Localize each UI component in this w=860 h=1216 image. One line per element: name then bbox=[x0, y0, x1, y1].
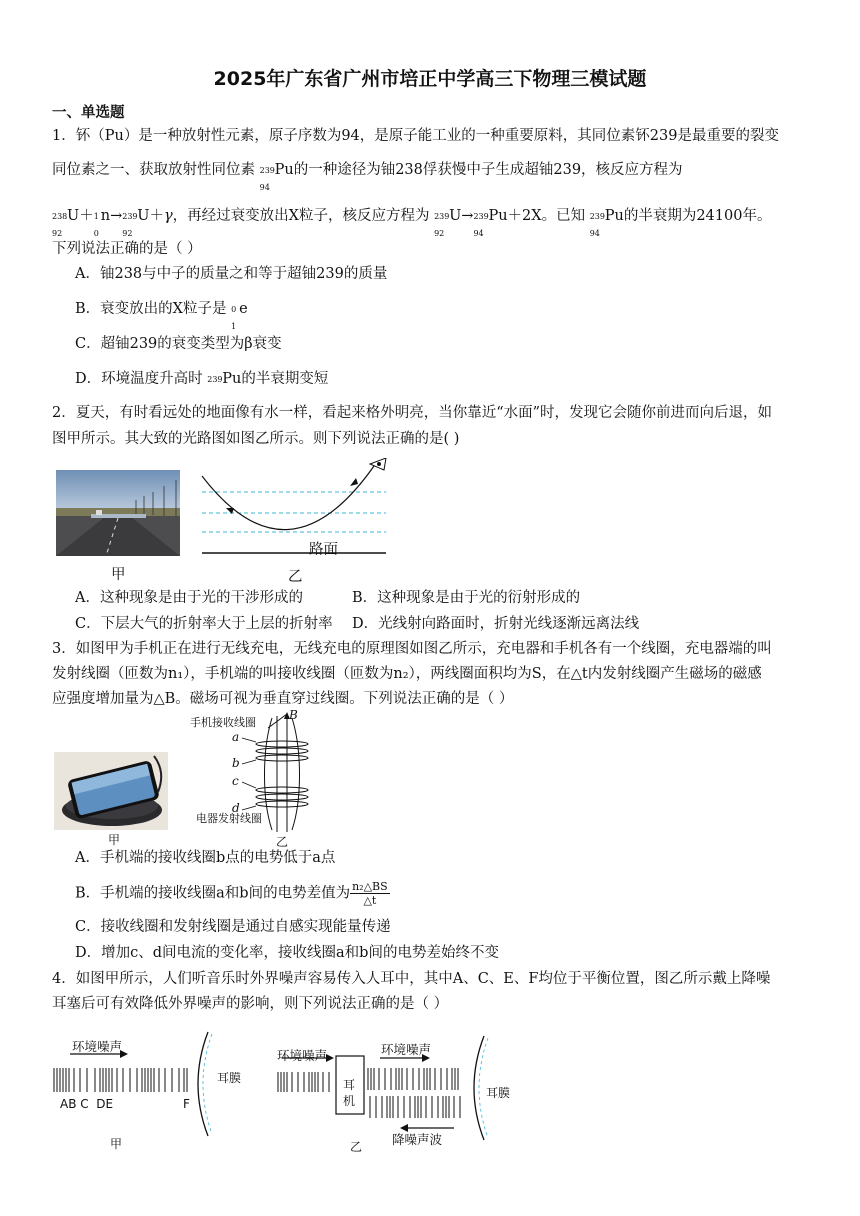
point-d-label: d bbox=[232, 801, 240, 815]
q3-option-a[interactable]: A．手机端的接收线圈b点的电势低于a点 bbox=[75, 850, 336, 866]
q2-line-2: 图甲所示。其大致的光路图如图乙所示。则下列说法正确的是( ) bbox=[52, 431, 460, 447]
q2-line-1: 2．夏天，有时看远处的地面像有水一样，看起来格外明亮，当你靠近“水面”时，发现它会随你前进而向后退，如 bbox=[52, 405, 773, 421]
q3-line-3: 应强度增加量为△B。磁场可视为垂直穿过线圈。下列说法正确的是（ ） bbox=[52, 691, 514, 707]
q4-line-2: 耳塞后可有效降低外界噪声的影响，则下列说法正确的是（ ） bbox=[52, 996, 449, 1012]
phone-charging-photo bbox=[54, 752, 168, 830]
field-b-label: B bbox=[289, 708, 298, 722]
section-heading: 一、单选题 bbox=[52, 105, 125, 121]
q1-option-b[interactable]: B．衰变放出的X粒子是 0 1 e bbox=[75, 301, 248, 331]
q1-option-a[interactable]: A．铀238与中子的质量之和等于超铀239的质量 bbox=[75, 266, 388, 282]
q4-fig-yi-label: 乙 bbox=[350, 1140, 363, 1154]
q3-fig-jia-label: 甲 bbox=[108, 833, 121, 847]
earphone-label: 耳机 bbox=[343, 1078, 356, 1108]
q2-option-c[interactable]: C．下层大气的折射率大于上层的折射率 bbox=[75, 616, 333, 632]
fraction-numerator: n₂△BS bbox=[352, 880, 388, 893]
q4-points-label: AB C DE bbox=[60, 1097, 114, 1111]
point-a-label: a bbox=[232, 730, 240, 744]
q3-fig-yi-label: 乙 bbox=[276, 835, 289, 849]
fraction-denominator: △t bbox=[363, 894, 377, 907]
anti-noise-label: 降噪声波 bbox=[392, 1132, 443, 1147]
reaction-1: 238 92 U＋ 1 0 n→ 239 92 U＋γ bbox=[52, 208, 173, 238]
mirage-ray-diagram bbox=[196, 458, 392, 560]
q2-option-d[interactable]: D．光线射向路面时，折射光线逐渐远离法线 bbox=[352, 616, 640, 632]
q1-option-d[interactable]: D．环境温度升高时 239 Pu的半衰期变短 bbox=[75, 371, 329, 387]
q2-option-a[interactable]: A．这种现象是由于光的干涉形成的 bbox=[75, 590, 303, 606]
q4-point-f-label: F bbox=[183, 1097, 190, 1111]
q4-yi-eardrum-label: 耳膜 bbox=[486, 1086, 511, 1100]
q3-option-b[interactable]: B．手机端的接收线圈a和b间的电势差值为 $\frac{\text{n₂△BS}}{\triangle t}$ bbox=[75, 880, 388, 907]
q4-fig-jia-label: 甲 bbox=[110, 1137, 123, 1151]
q2-option-b[interactable]: B．这种现象是由于光的衍射形成的 bbox=[352, 590, 581, 606]
q1-option-c[interactable]: C．超铀239的衰变类型为β衰变 bbox=[75, 336, 282, 352]
point-c-label: c bbox=[232, 774, 239, 788]
q4-jia-eardrum-label: 耳膜 bbox=[217, 1071, 242, 1085]
receiver-coil-label: 手机接收线圈 bbox=[190, 716, 256, 729]
q4-line-1: 4．如图甲所示，人们听音乐时外界噪声容易传入人耳中，其中A、C、E、F均位于平衡位置，图乙所示戴上降噪 bbox=[52, 971, 771, 987]
page-title: 2025年广东省广州市培正中学高三下物理三模试题 bbox=[213, 68, 647, 90]
q4-yi-noise-label-left: 环境噪声 bbox=[277, 1048, 328, 1063]
q4-jia-noise-label: 环境噪声 bbox=[72, 1039, 123, 1054]
q1-line-4: 下列说法正确的是（ ） bbox=[52, 241, 202, 257]
q3-line-1: 3．如图甲为手机正在进行无线充电，无线充电的原理图如图乙所示，充电器和手机各有一个线圈，充电器端的叫 bbox=[52, 641, 772, 657]
q1-line-1: 1．钚（Pu）是一种放射性元素，原子序数为94，是原子能工业的一种重要原料，其同位素钚239是最重要的裂变 bbox=[52, 128, 779, 144]
q3-option-c[interactable]: C．接收线圈和发射线圈是通过自感实现能量传递 bbox=[75, 919, 391, 935]
q2-fig-jia-label: 甲 bbox=[111, 567, 126, 583]
q3-option-d[interactable]: D．增加c、d间电流的变化率，接收线圈a和b间的电势差始终不变 bbox=[75, 945, 499, 961]
transmitter-coil-label: 电器发射线圈 bbox=[196, 812, 262, 825]
q2-fig-yi-label: 乙 bbox=[288, 569, 303, 585]
road-label: 路面 bbox=[309, 542, 338, 558]
reaction-2: 239 92 U→ 239 94 Pu＋2X bbox=[434, 208, 542, 238]
mirage-photo bbox=[56, 470, 180, 556]
point-b-label: b bbox=[232, 756, 240, 770]
coil-diagram bbox=[192, 710, 322, 848]
q1-line-2: 同位素之一、获取放射性同位素 239 94 Pu的一种途径为铀238俘获慢中子生成超铀239，核反应方程为 bbox=[52, 162, 683, 192]
q1-line-3: 238 92 U＋ 1 0 n→ 239 92 U＋γ，再经过衰变放出X粒子，核反应方程为 239 92 U→ 239 94 Pu＋2X。已知 239 94 Pu的半衰期为24100年。 bbox=[52, 208, 772, 238]
q4-yi-noise-label-right: 环境噪声 bbox=[381, 1042, 432, 1057]
q3-line-2: 发射线圈（匝数为n₁），手机端的叫接收线圈（匝数为n₂），两线圈面积均为S，在△t内发射线圈产生磁场的磁感 bbox=[52, 666, 762, 682]
